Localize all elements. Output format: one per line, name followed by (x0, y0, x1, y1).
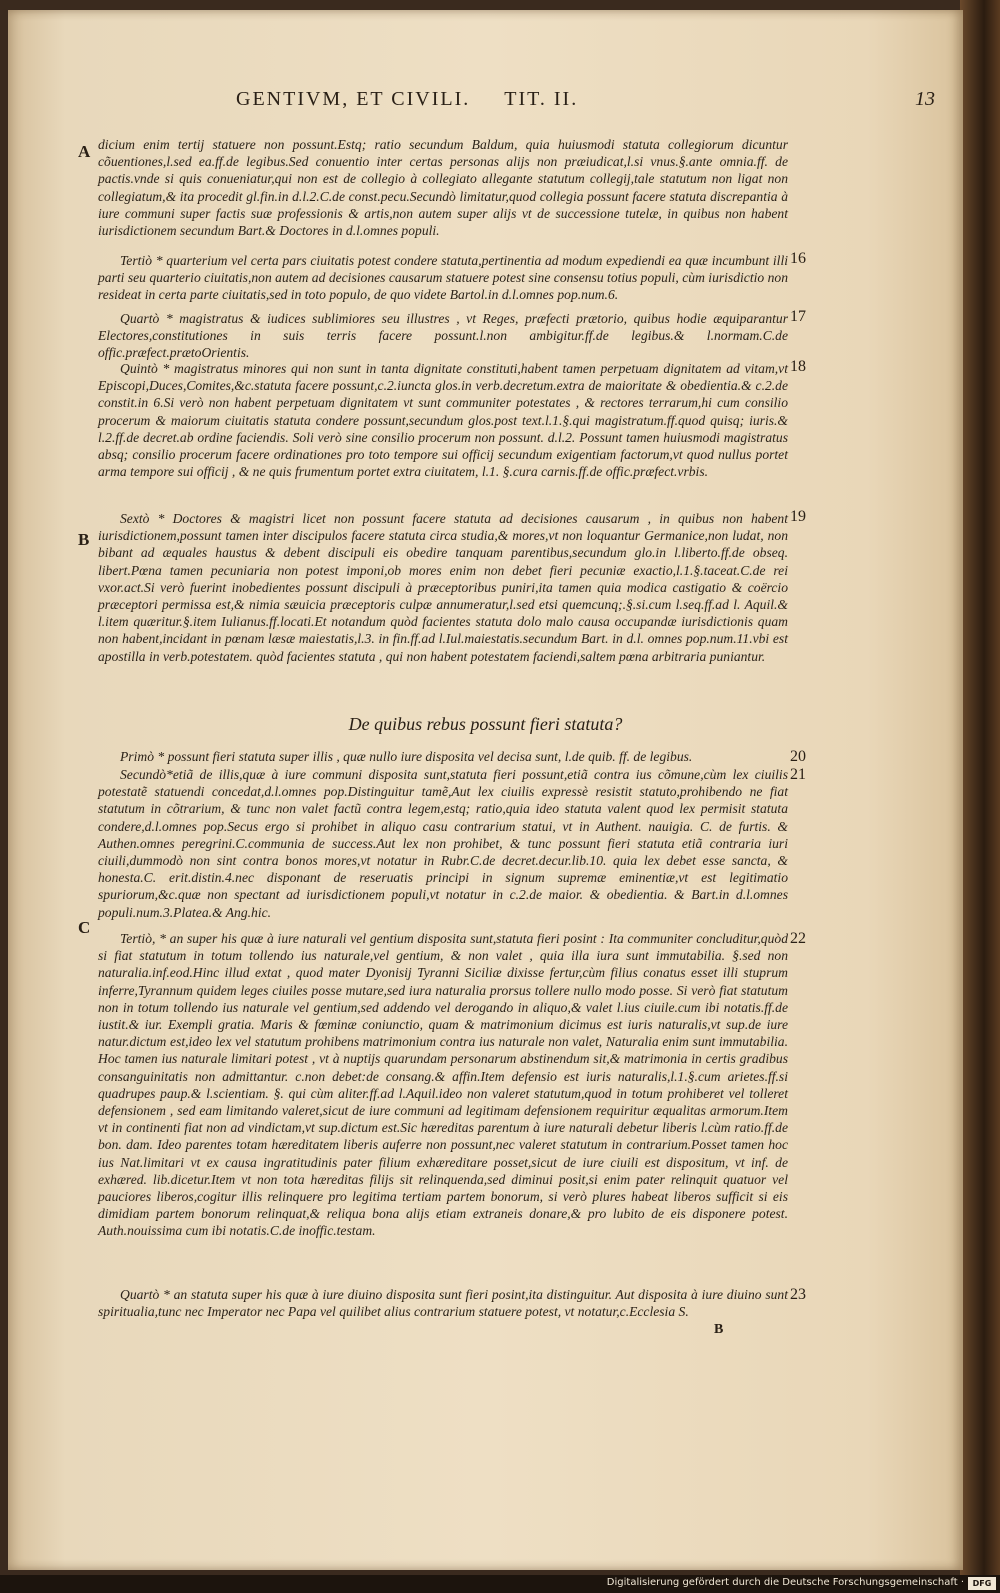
paragraph: Primò * possunt fieri statuta super illis , quæ nullo iure disposita vel decisa sunt, l.de quib. ff. de legibus. (120, 749, 693, 764)
margin-number: 23 (790, 1286, 806, 1303)
signature-mark: B (714, 1322, 724, 1337)
footer-credit: Digitalisierung gefördert durch die Deutsche Forschungsgemeinschaft · (606, 1577, 964, 1588)
paragraph: Tertiò * quarterium vel certa pars ciuitatis potest condere statuta,pertinentia ad modum expediendi ea quæ incumbunt illi parti seu quarterio ciuitatis,non autem ad decisiones causarum statuere potest sine consensu totius populi, cùm iurisdictio non resideat in certa parte ciuitatis,sed in toto populo, de quo videte Bartol.in d.l.omnes pop.num.6. (98, 253, 788, 303)
margin-number: 19 (790, 508, 806, 525)
paragraph: Quintò * magistratus minores qui non sunt in tanta dignitate constituti,habent tamen perpetuam dignitatem ad vitam,vt Episcopi,Duces,Comites,&c.statuta facere possunt,c.2.iuncta glos.in verb.decretum.extra de maioritate & obedientia.& c.2.de constit.in 6.Si verò non habent perpetuam dignitatem vt sunt communiter potestates , & rectores terrarum,hi cum consilio procerum & maiorum ciuitatis statuta condere possunt,secundum glos.post text.l.1.§.qui magistratum.ff.quod quisq; iuris.& l.2.ff.de decret.ab ordine faciendis. Soli verò sine consilio procerum non possunt. d.l.2. Possunt tamen huiusmodi magistratus absq; consilio procerum facere ordinationes pro toto tempore sui officij secundum exigentiam factorum,vt quod nullus portet arma tempore sui officij , & ne quis frumentum portet extra ciuitatem, l.1. §.cura carnis.ff.de offic.præfect.vrbis. (98, 361, 788, 480)
paragraph: Secundò*etiã de illis,quæ à iure communi disposita sunt,statuta fieri possunt,etiã contra ius cõmune,cùm lex ciuilis potestatẽ statuendi concedat,d.l.omnes pop.Distinguitur tamẽ,Aut lex ciuilis expressè resistit statuto,prohibendo ne fiat statutum in cõtrarium, & tunc non valet factũ contra legem,estq; ratio,quia ideo statuta valent quod lex permisit statuta condere,d.l.omnes pop.Secus ergo si prohibet in aliquo casu contrarium statui, vt in Authent. nauigia. C. de furtis. & Authen.omnes peregrini.C.communia de success.Aut lex non prohibet, & tunc possunt fieri statuta etiã contraria iuri ciuili,dummodò non sint contra bonos mores,vt notatur in Rubr.C.de decret.decur.lib.10. quia lex debet esse sancta, & honesta.C. erit.distin.4.nec disponant de reseruatis principi in signum supremæ eminentiæ,vt est legitimatio spuriorum,&c.quæ non spectant ad iurisdictionem populi,vt notatur in c.2.de maior. & obedientia. & Bart.in d.l.omnes populi.num.3.Platea.& Ang.hic. (98, 767, 788, 920)
margin-number: 18 (790, 358, 806, 375)
running-head-tit: TIT. II. (504, 88, 579, 110)
margin-number: 16 (790, 250, 806, 267)
margin-number: 21 (790, 766, 806, 783)
paragraph: dicium enim tertij statuere non possunt.Estq; ratio secundum Baldum, quia huiusmodi statuta collegiorum dicuntur cõuentiones,l.sed ea.ff.de legibus.Sed conuentio inter certas personas alijs non præiudicat,l.si vnus.§.ante omnia.ff. de pactis.vnde si quis conueniatur,qui non est de collegio à collegiato allegante statutum collegij,tale statutum non ligat non collegiatum,& ita procedit gl.fin.in d.l.2.C.de const.pecu.Secundò limitatur,quod collegia possunt facere statuta discrepantia à iure communi super factis suæ professionis & artis,non autem super alijs vt de successione tutelæ, in quibus non habent iurisdictionem secundum Bart.& Doctores in d.l.omnes populi. (98, 137, 788, 239)
margin-number: 22 (790, 930, 806, 947)
side-letter-c: C (78, 918, 91, 937)
margin-number: 17 (790, 308, 806, 325)
book-page (8, 10, 963, 1570)
paragraph: Sextò * Doctores & magistri licet non possunt facere statuta ad decisiones causarum , in quibus non habent iurisdictionem,possunt tamen inter discipulos facere statuta circa studia,& mores,vt non loquantur Germanice,non ludat, non bibant ad æquales haustus & debent discipuli eis obedire tanquam parentibus,secundum glo.in l.liberto.ff.de obseq. libert.Pœna tamen pecuniaria non potest imponi,ob mores enim non debet fieri pecuniæ exactio,l.1.§.taceat.C.de rei vxor.act.Si verò fuerint inobedientes possunt discipuli à præceptoribus puniri,ita tamen quia modica castigatio & coërcio præceptori permissa est,& nimia sæuicia præceptoris culpæ annumeratur,l.sed etsi quemcunq;.§.si.cum l.seq.ff.ad l. Aquil.& l.item quæritur.§.item Iulianus.ff.locati.Et notandum quòd facientes statuta dolo malo causa occupandæ iurisdictionis quam non habent,incidant in pœnam læsæ maiestatis,l.3. in fin.ff.ad l.Iul.maiestatis.secundum Bart. in d.l. omnes pop.num.11.vbi est apostilla in verb.potestatem. quòd facientes statuta , qui non habent potestatem faciendi,saltem pœna arbitraria puniantur. (98, 511, 788, 664)
running-head-title: GENTIVM, ET CIVILI. (236, 88, 471, 110)
book-spine (960, 0, 1000, 1575)
paragraph: Quartò * an statuta super his quæ à iure diuino disposita sunt fieri posint,ita distinguitur. Aut disposita à iure diuino sunt spiritualia,tunc nec Imperator nec Papa vel quilibet alius contrarium statuere potest, vt notatur,c.Ecclesia S. (98, 1287, 788, 1320)
folio-number: 13 (915, 88, 935, 110)
digitization-footer (0, 1575, 1000, 1593)
section-heading: De quibus rebus possunt fieri statuta? (348, 714, 623, 734)
paragraph: Quartò * magistratus & iudices sublimiores seu illustres , vt Reges, præfecti prætorio, quibus hodie æquiparantur Electores,constitutiones in suis terris facere possunt.l.non ambigitur.ff.de legibus.& l.normam.C.de offic.præfect.prætoOrientis. (98, 311, 788, 361)
paragraph: Tertiò, * an super his quæ à iure naturali vel gentium disposita sunt,statuta fieri posint : Ita communiter concluditur,quòd si fiat statutum in totum tollendo ius naturale,vel gentium, & non valet , quia illa iura sunt immutabilia. §.sed non naturalia.inf.eod.Hinc illud extat , quod mater Dyonisij Tyranni Siciliæ dixisse fertur,cùm filius conatus esset illi stuprum inferre,Tyrannum quidem leges ciuiles posse mutare,sed iura naturalia prorsus tollere nullo modo posse. Si verò fiat statutum non in totum tollendo ius naturale vel gentium,sed addendo vel derogando in aliquo,& valet l.ius ciuile.cum ibi notatis.ff.de iustit.& iur. Exempli gratia. Maris & fœminæ coniunctio, quam & matrimonium dicimus est iuris naturalis,vt sup.de iure natur.dictum est,ideo lex vel statutum prohibens matrimonium contra ius naturale non valet, Naturalia enim sunt immutabilia. Hoc tamen ius naturale limitari potest , vt à nuptijs quarundam personarum abstinendum sit,& matrimonia in certis gradibus consanguinitatis non admittantur. c.non debet:de consang.& affin.Item defensio est iuris naturalis,l.1.§.cum arietes.ff.si quadrupes paup.& l.scientiam. §. qui cùm aliter.ff.ad l.Aquil.ideo non valeret statutum,quod in totum prohiberet vel tolleret defensionem , sed eam limitando valeret,sicut de iure communi ad legitimam defensionem requiritur æqualitas armorum.Item vt in continenti fiat non ad vindictam,vt sup.dictum est.Sic hæreditas parentum à iure naturali debetur liberis l.cùm ratio.ff.de bon. dam. Ideo parentes totam hæreditatem liberis auferre non possunt,nec valeret statutum in contrarium.Posset tamen hoc ius Nat.limitari vt ex causa ingratitudinis pater filium exhæreditare posset,sicut de iure ciuili est dispositum, vt inf. de exhæred. lib.dicetur.Item vt non tota hæreditas filijs sit relinquenda,sed diminui posit,si enim pater relinquit quatuor vel pauciores liberos,cogitur illis relinquere pro legitima tertiam partem bonorum, si verò plures habeat liberos sufficit si eis dimidiam partem bonorum relinquat,& reliqua bona alijs etiam extraneis donare,& pro lubito de eis disponere potest. Auth.nouissima cum ibi notatis.C.de inoffic.testam. (98, 931, 788, 1239)
running-head (236, 88, 578, 111)
dfg-logo-icon: DFG (968, 1577, 996, 1590)
margin-number: 20 (790, 748, 806, 765)
side-letter-b: B (78, 530, 90, 549)
side-letter-a: A (78, 142, 91, 161)
